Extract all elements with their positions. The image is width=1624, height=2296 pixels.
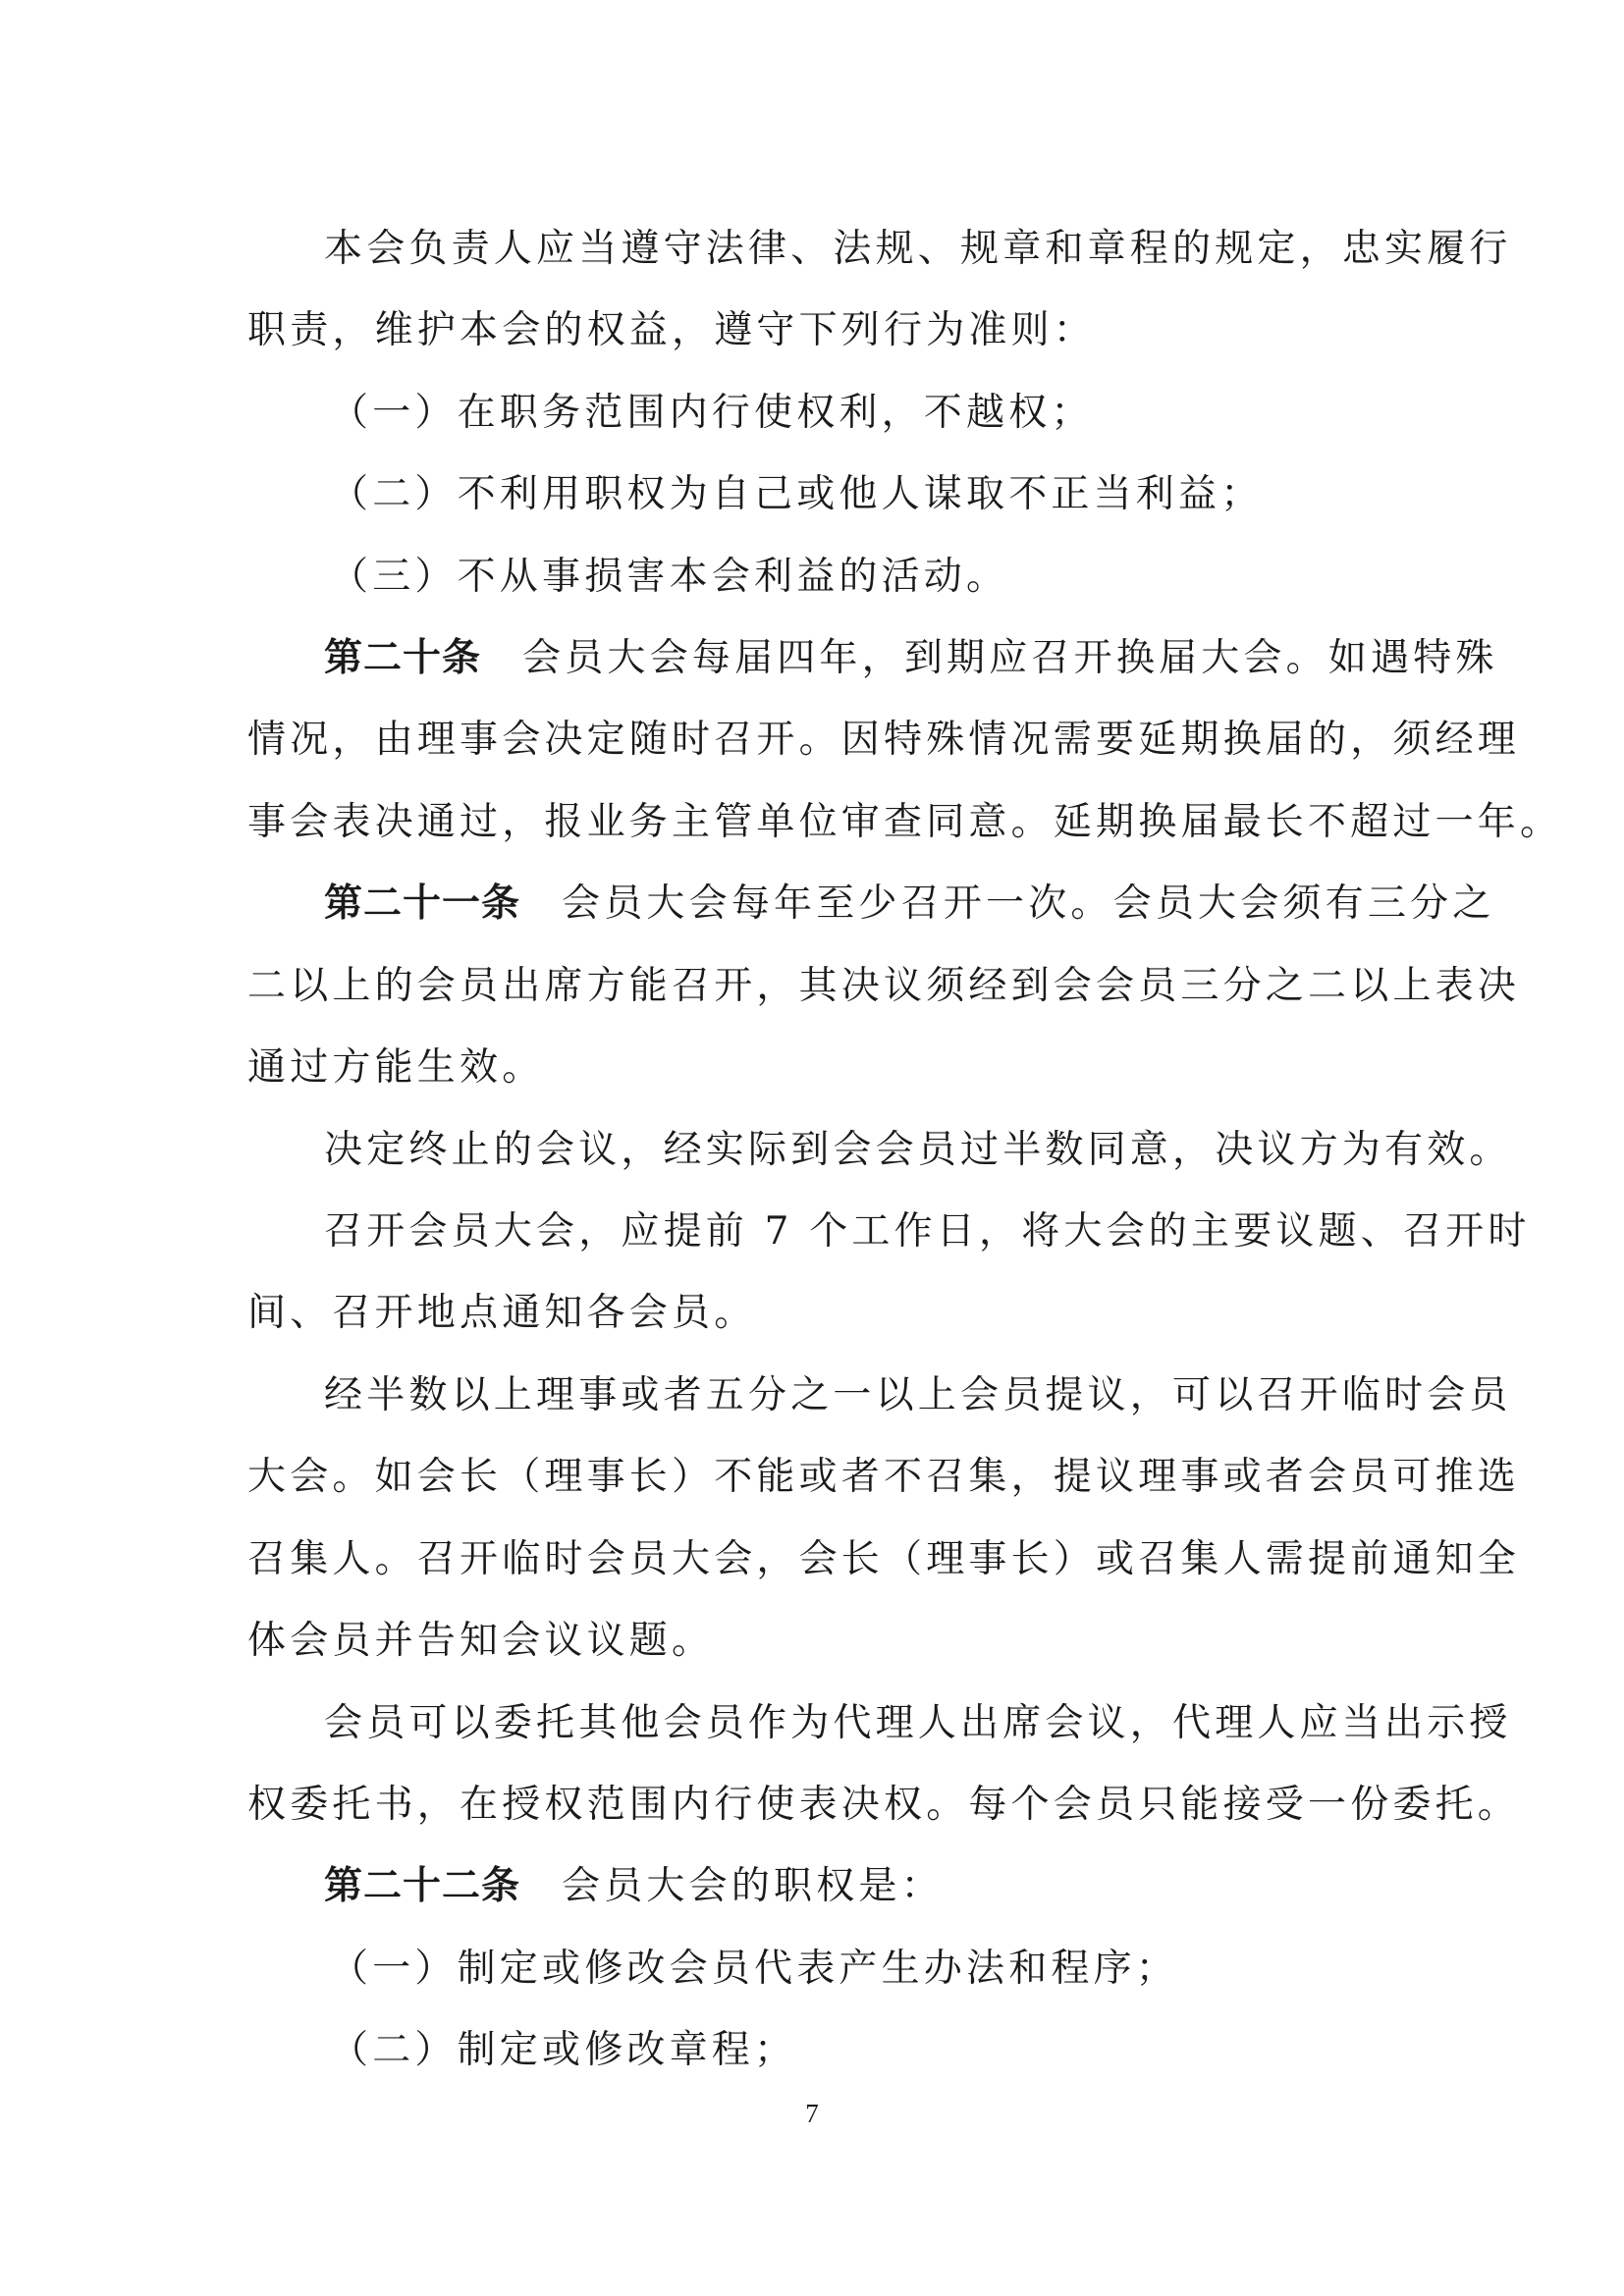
article-20-line	[324, 634, 1498, 683]
article-heading: 第二十一条	[324, 881, 521, 926]
page-number: 7	[805, 2099, 819, 2128]
article-text: 会员大会每年至少召开一次。会员大会须有三分之	[562, 881, 1495, 926]
list-item: （三）不从事损害本会利益的活动。	[330, 555, 1009, 599]
paragraph-line: 大会。如会长（理事长）不能或者不召集，提议理事或者会员可推选	[247, 1455, 1521, 1499]
list-item: （二）制定或修改章程；	[330, 2028, 797, 2072]
paragraph-line: 决定终止的会议，经实际到会会员过半数同意，决议方为有效。	[324, 1128, 1512, 1172]
paragraph-line: 体会员并告知会议议题。	[247, 1619, 715, 1663]
paragraph-line: 经半数以上理事或者五分之一以上会员提议，可以召开临时会员	[324, 1373, 1512, 1417]
paragraph-line: 间、召开地点通知各会员。	[247, 1291, 757, 1335]
article-text: 会员大会的职权是：	[562, 1864, 944, 1908]
paragraph-line: 职责，维护本会的权益，遵守下列行为准则：	[247, 308, 1097, 352]
paragraph-line: 本会负责人应当遵守法律、法规、规章和章程的规定，忠实履行	[324, 227, 1512, 271]
article-heading: 第二十条	[324, 636, 482, 680]
paragraph-line: 会员可以委托其他会员作为代理人出席会议，代理人应当出示授	[324, 1701, 1512, 1745]
article-text: 会员大会每届四年，到期应召开换届大会。如遇特殊	[522, 636, 1498, 680]
list-item: （一）制定或修改会员代表产生办法和程序；	[330, 1947, 1179, 1991]
paragraph-line: 召集人。召开临时会员大会，会长（理事长）或召集人需提前通知全	[247, 1537, 1521, 1581]
paragraph-line: 召开会员大会，应提前 7 个工作日，将大会的主要议题、召开时	[324, 1209, 1531, 1254]
list-item: （二）不利用职权为自己或他人谋取不正当利益；	[330, 472, 1264, 516]
paragraph-line: 通过方能生效。	[247, 1045, 545, 1090]
paragraph-line: 事会表决通过，报业务主管单位审查同意。延期换届最长不超过一年。	[247, 800, 1563, 844]
article-heading: 第二十二条	[324, 1864, 521, 1908]
article-21-line	[324, 880, 1494, 929]
paragraph-line: 情况，由理事会决定随时召开。因特殊情况需要延期换届的，须经理	[247, 718, 1521, 762]
paragraph-line: 二以上的会员出席方能召开，其决议须经到会会员三分之二以上表决	[247, 964, 1521, 1008]
paragraph-line: 权委托书，在授权范围内行使表决权。每个会员只能接受一份委托。	[247, 1783, 1521, 1827]
article-22-line	[324, 1862, 944, 1911]
list-item: （一）在职务范围内行使权利，不越权；	[330, 391, 1094, 435]
